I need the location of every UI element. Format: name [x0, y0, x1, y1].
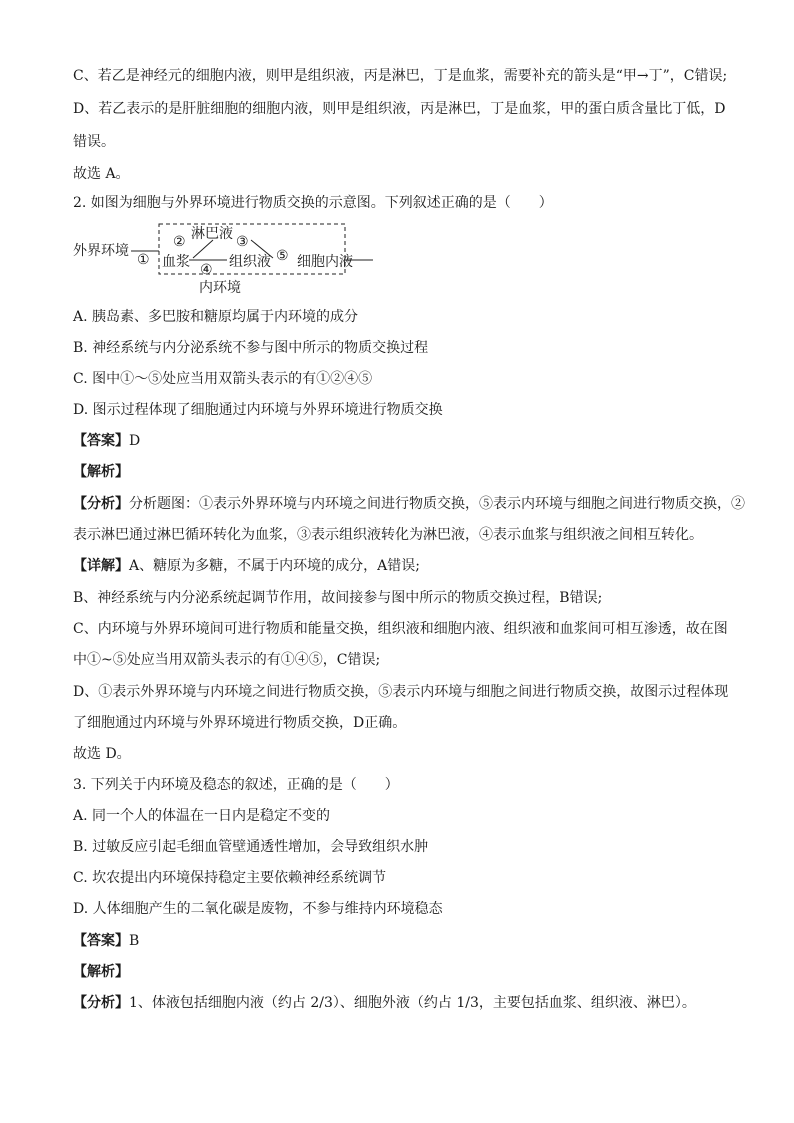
label-n3: ③	[236, 234, 249, 250]
label-n5: ⑤	[276, 248, 289, 264]
text-line: 错误。	[73, 134, 115, 150]
label-lymph: 淋巴液	[191, 226, 233, 242]
analysis-line: 【分析】分析题图：①表示外界环境与内环境之间进行物质交换，⑤表示内环境与细胞之间进行物质交换，②	[73, 496, 745, 512]
answer-value: D	[129, 433, 141, 449]
option-b: B. 过敏反应引起毛细血管壁通透性增加，会导致组织水肿	[73, 839, 429, 855]
text-line: C、若乙是神经元的细胞内液，则甲是组织液，丙是淋巴，丁是血浆，需要补充的箭头是“甲→丁”，C错误;	[73, 68, 728, 84]
analysis-heading: 【解析】	[73, 464, 129, 480]
answer-tag: 【答案】	[73, 933, 129, 949]
option-d: D. 图示过程体现了细胞通过内环境与外界环境进行物质交换	[73, 402, 443, 418]
detail-line: 【详解】A、糖原为多糖，不属于内环境的成分，A错误;	[73, 558, 420, 574]
question-3: 3. 下列关于内环境及稳态的叙述，正确的是（ ）	[73, 777, 399, 793]
text-line: 表示淋巴通过淋巴循环转化为血浆，③表示组织液转化为淋巴液，④表示血浆与组织液之间相互转化。	[73, 527, 703, 543]
option-b: B. 神经系统与内分泌系统不参与图中所示的物质交换过程	[73, 340, 429, 356]
option-a: A. 同一个人的体温在一日内是稳定不变的	[73, 808, 331, 824]
label-tissue: 组织液	[229, 254, 271, 270]
analysis-heading: 【解析】	[73, 964, 129, 980]
label-inner-env: 内环境	[199, 280, 241, 296]
answer-line	[73, 431, 754, 451]
label-n2: ②	[173, 234, 186, 250]
answer-value: B	[129, 933, 140, 949]
answer-tag: 【答案】	[73, 433, 129, 449]
text-line: D、若乙表示的是肝脏细胞的细胞内液，则甲是组织液，丙是淋巴，丁是血浆，甲的蛋白质含量比丁低，D	[73, 101, 726, 117]
exchange-diagram	[73, 216, 373, 300]
text-line: 中①~⑤处应当用双箭头表示的有①④⑤，C错误;	[73, 652, 381, 668]
text-line: 了细胞通过内环境与外界环境进行物质交换，D正确。	[73, 715, 407, 731]
answer-line	[73, 931, 754, 951]
text-line: 故选 A。	[73, 166, 130, 182]
text-line: C、内环境与外界环境间可进行物质和能量交换，组织液和细胞内液、组织液和血浆间可相互渗透，故在图	[73, 621, 728, 637]
question-2: 2. 如图为细胞与外界环境进行物质交换的示意图。下列叙述正确的是（ ）	[73, 195, 553, 211]
option-a: A. 胰岛素、多巴胺和糖原均属于内环境的成分	[73, 309, 359, 325]
label-cell: 细胞内液	[297, 254, 353, 270]
option-c: C. 坎农提出内环境保持稳定主要依赖神经系统调节	[73, 870, 387, 886]
text-line: D、①表示外界环境与内环境之间进行物质交换，⑤表示内环境与细胞之间进行物质交换，故图示过程体现	[73, 684, 729, 700]
label-outer-env: 外界环境	[73, 243, 129, 259]
label-n4: ④	[200, 262, 213, 278]
analysis-line: 【分析】1、体液包括细胞内液（约占 2/3）、细胞外液（约占 1/3，主要包括血浆、组织液、淋巴）。	[73, 995, 696, 1011]
text-line: B、神经系统与内分泌系统起调节作用，故间接参与图中所示的物质交换过程，B错误;	[73, 590, 603, 606]
label-plasma: 血浆	[162, 254, 190, 270]
option-d: D. 人体细胞产生的二氧化碳是废物，不参与维持内环境稳态	[73, 901, 443, 917]
text-line: 故选 D。	[73, 746, 131, 762]
label-n1: ①	[137, 252, 150, 268]
option-c: C. 图中①～⑤处应当用双箭头表示的有①②④⑤	[73, 371, 373, 387]
